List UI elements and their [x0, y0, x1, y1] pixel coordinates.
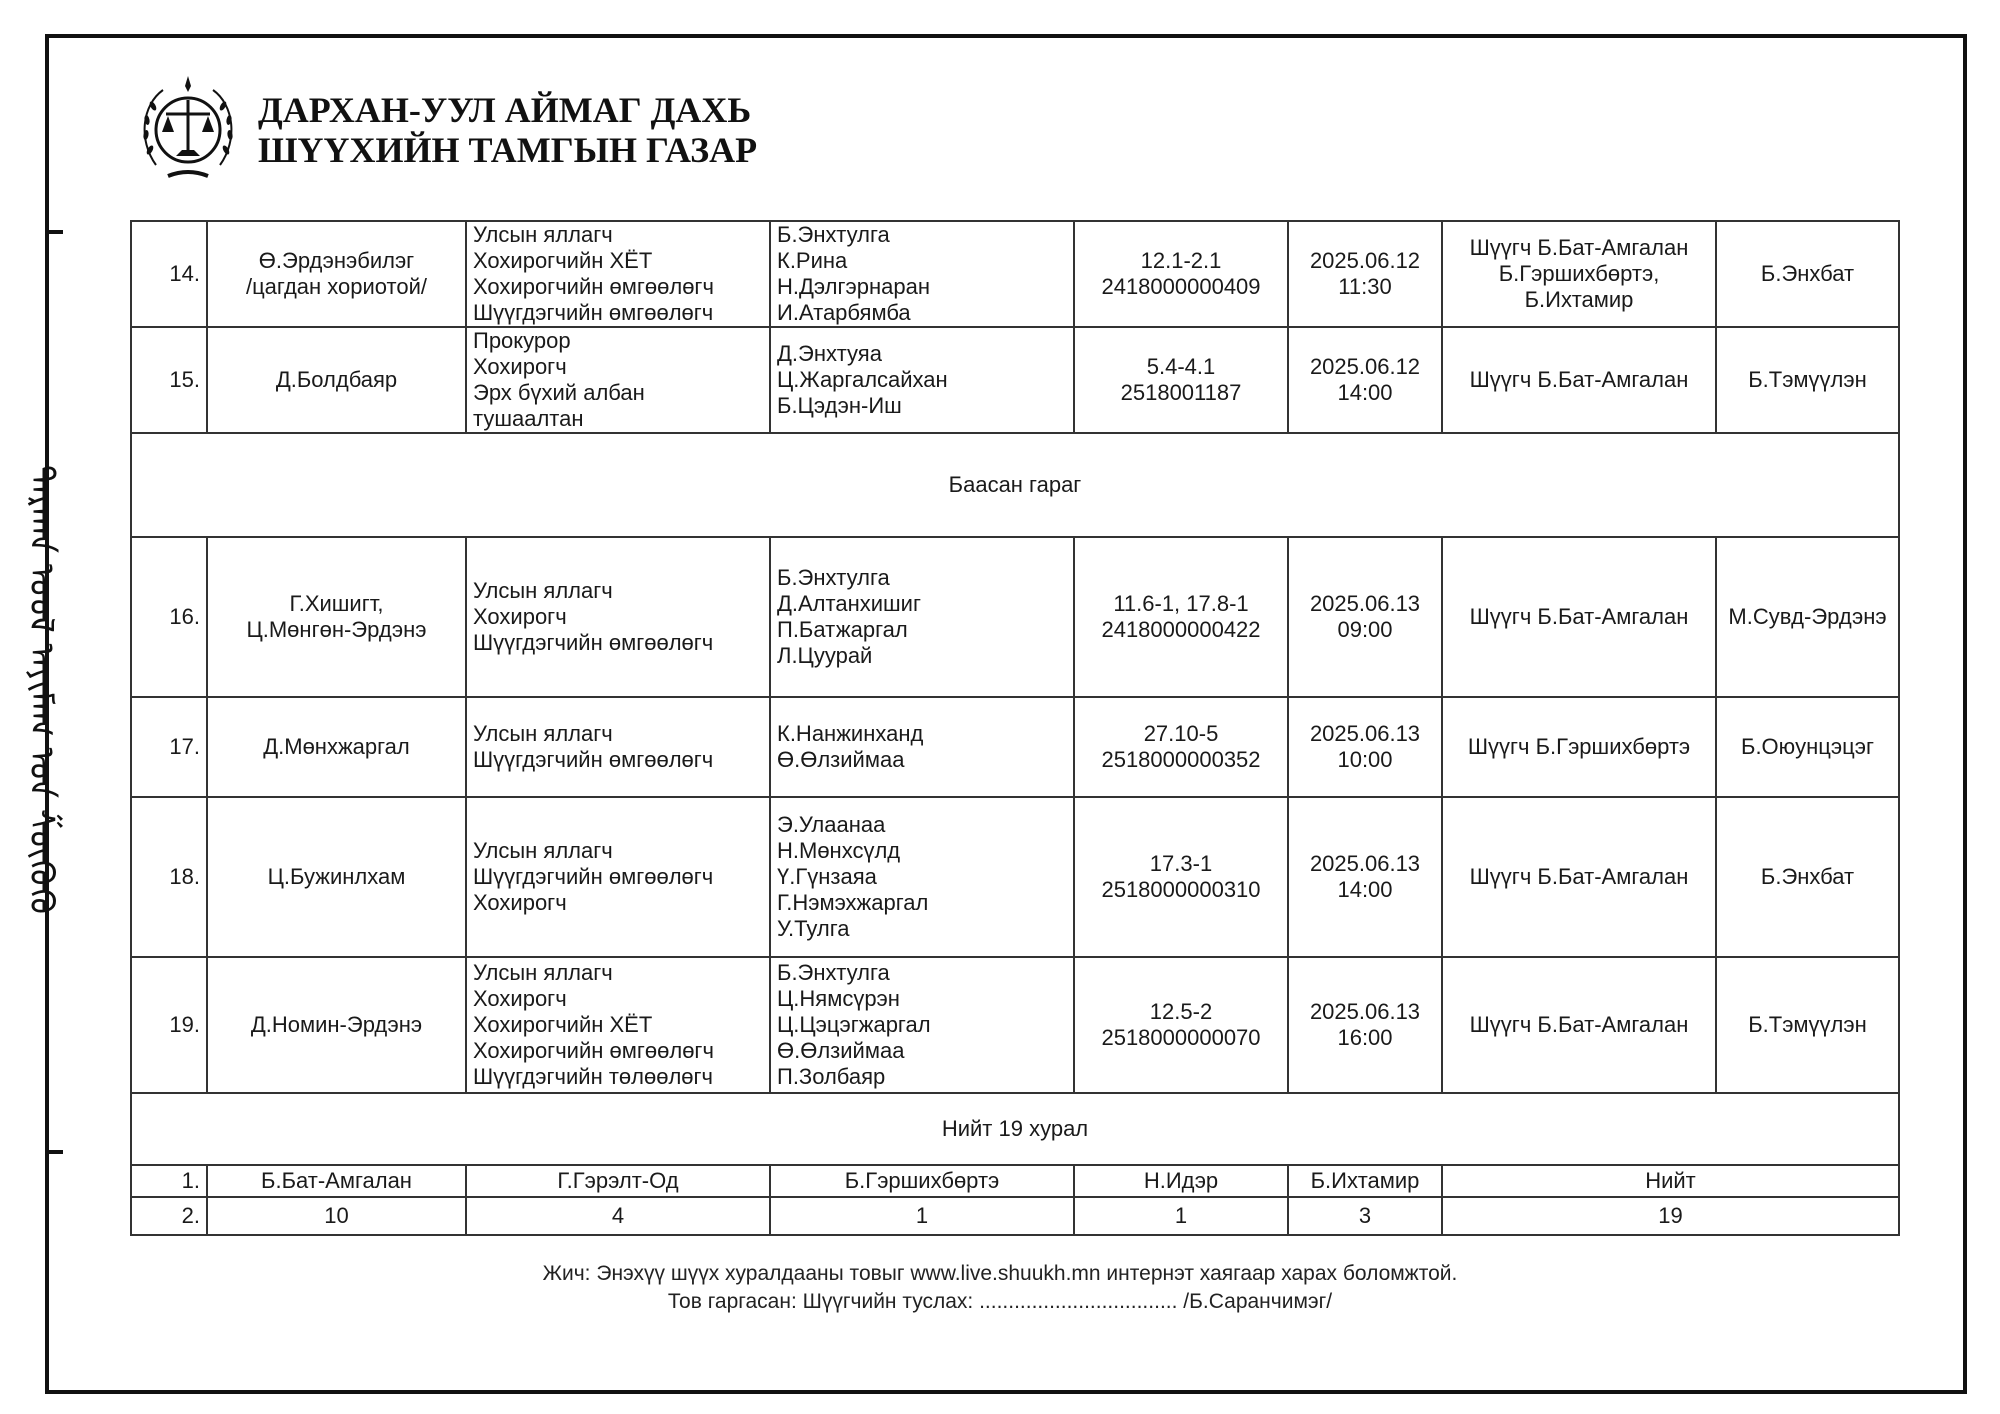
case-code-line: 5.4-4.1	[1146, 354, 1216, 379]
total-label: Нийт 19 хурал	[131, 1093, 1899, 1165]
role-line: Прокурор	[473, 328, 571, 353]
issued-name: /Б.Саранчимэг/	[1183, 1290, 1333, 1313]
summary-cell: Б.Гэршихбөртэ	[770, 1165, 1074, 1197]
datetime-line: 14:00	[1337, 877, 1393, 902]
org-name-line1: ДАРХАН-УУЛ АЙМАГ ДАХЬ	[258, 90, 752, 130]
datetime-line: 14:00	[1337, 380, 1393, 405]
participant-line: Н.Мөнхсүлд	[777, 838, 901, 863]
schedule-body	[131, 221, 1899, 1235]
role-line: Улсын яллагч	[473, 721, 613, 746]
role-line: Шүүгдэгчийн өмгөөлөгч	[473, 864, 714, 889]
datetime-line: 11:30	[1338, 274, 1392, 299]
case-code-line: 2518000000352	[1101, 747, 1261, 772]
issued-prefix: Тов гаргасан: Шүүгчийн туслах: ..................................	[667, 1290, 1178, 1313]
datetime-cell	[1288, 221, 1442, 327]
summary-cell: 4	[466, 1197, 770, 1235]
participant-line: Л.Цуурай	[777, 643, 873, 668]
case-number: 14.	[131, 221, 207, 327]
table-row	[131, 327, 1899, 433]
datetime-line: 10:00	[1337, 747, 1393, 772]
case-code-line: 17.3-1	[1149, 851, 1213, 876]
datetime-line: 2025.06.12	[1309, 354, 1421, 379]
participant-line: Н.Дэлгэрнаран	[777, 274, 930, 299]
defendant-cell	[207, 221, 466, 327]
participant-line: Ү.Гүнзаяа	[777, 864, 877, 889]
summary-cell: Нийт	[1442, 1165, 1899, 1197]
judge-line: Шүүгч Б.Бат-Амгалан	[1469, 864, 1689, 889]
defendant-cell	[207, 797, 466, 957]
role-line: Улсын яллагч	[473, 222, 613, 247]
footer-issued	[0, 1290, 2000, 1314]
defendant-line: Д.Мөнхжаргал	[263, 734, 410, 759]
case-code-line: 2518000000070	[1101, 1025, 1261, 1050]
summary-cell: 2.	[131, 1197, 207, 1235]
participants-cell	[770, 957, 1074, 1093]
summary-cell: Г.Гэрэлт-Од	[466, 1165, 770, 1197]
datetime-line: 2025.06.13	[1309, 591, 1421, 616]
day-separator-row	[131, 433, 1899, 537]
participants-cell	[770, 327, 1074, 433]
role-line: Хохирогчийн өмгөөлөгч	[473, 274, 714, 299]
participant-line: П.Золбаяр	[777, 1064, 886, 1089]
role-line: Хохирогчийн өмгөөлөгч	[473, 1038, 714, 1063]
participants-cell	[770, 797, 1074, 957]
header	[138, 70, 757, 190]
datetime-line: 09:00	[1337, 617, 1393, 642]
table-row	[131, 957, 1899, 1093]
participant-line: Ц.Цэцэгжаргал	[777, 1012, 931, 1037]
judges-cell	[1442, 957, 1716, 1093]
participant-line: Г.Нэмэхжаргал	[777, 890, 929, 915]
participant-line: Д.Энхтуяа	[777, 341, 882, 366]
secretary-cell: Б.Тэмүүлэн	[1716, 957, 1899, 1093]
summary-row1	[131, 1165, 1899, 1197]
role-line: Хохирогч	[473, 890, 567, 915]
roles-cell	[466, 327, 770, 433]
participant-line: Э.Улаанаа	[777, 812, 886, 837]
datetime-line: 2025.06.13	[1309, 851, 1421, 876]
participant-line: Б.Энхтулга	[777, 960, 890, 985]
case-code-line: 2518000000310	[1101, 877, 1261, 902]
mongolian-script-text: ᠳᠠᠷᠬᠠᠨ ᠤᠤᠯ ᠠᠶᠢᠮᠠᠭ ᠤᠨ ᠱᠦᠭᠦᠬᠦ	[21, 465, 61, 915]
role-line: Шүүгдэгчийн төлөөлөгч	[473, 1064, 714, 1089]
total-row	[131, 1093, 1899, 1165]
case-code-cell	[1074, 797, 1288, 957]
defendant-line: Ц.Бужинлхам	[267, 864, 406, 889]
summary-cell: Н.Идэр	[1074, 1165, 1288, 1197]
summary-cell: 3	[1288, 1197, 1442, 1235]
secretary-cell: Б.Энхбат	[1716, 797, 1899, 957]
defendant-line: Ө.Эрдэнэбилэг	[258, 248, 415, 273]
case-code-cell	[1074, 221, 1288, 327]
participant-line: Б.Энхтулга	[777, 222, 890, 247]
case-code-cell	[1074, 957, 1288, 1093]
datetime-cell	[1288, 957, 1442, 1093]
participant-line: Ц.Жаргалсайхан	[777, 367, 948, 392]
hearing-schedule-table	[130, 220, 1900, 1236]
case-code-line: 12.1-2.1	[1140, 248, 1222, 273]
court-emblem-icon	[138, 70, 238, 190]
table-row	[131, 537, 1899, 697]
participant-line: П.Батжаргал	[777, 617, 908, 642]
roles-cell	[466, 697, 770, 797]
judges-cell	[1442, 221, 1716, 327]
day-label: Баасан гараг	[131, 433, 1899, 537]
participants-cell	[770, 537, 1074, 697]
defendant-cell	[207, 327, 466, 433]
judge-line: Б.Ихтамир	[1524, 287, 1634, 312]
mongolian-script-strip	[6, 225, 76, 1155]
summary-cell: 19	[1442, 1197, 1899, 1235]
judges-cell	[1442, 697, 1716, 797]
case-code-line: 12.5-2	[1149, 999, 1213, 1024]
case-number: 18.	[131, 797, 207, 957]
role-line: Шүүгдэгчийн өмгөөлөгч	[473, 300, 714, 325]
case-code-cell	[1074, 327, 1288, 433]
role-line: Шүүгдэгчийн өмгөөлөгч	[473, 747, 714, 772]
role-line: Улсын яллагч	[473, 960, 613, 985]
participant-line: Ө.Өлзиймаа	[777, 1038, 905, 1063]
judge-line: Б.Гэршихбөртэ,	[1498, 261, 1660, 286]
participant-line: Ц.Нямсүрэн	[777, 986, 900, 1011]
judge-line: Шүүгч Б.Бат-Амгалан	[1469, 1012, 1689, 1037]
datetime-cell	[1288, 797, 1442, 957]
participant-line: К.Рина	[777, 248, 848, 273]
participant-line: И.Атарбямба	[777, 300, 911, 325]
defendant-line: Д.Номин-Эрдэнэ	[250, 1012, 423, 1037]
case-number: 15.	[131, 327, 207, 433]
roles-cell	[466, 221, 770, 327]
judge-line: Шүүгч Б.Гэршихбөртэ	[1467, 734, 1691, 759]
datetime-cell	[1288, 537, 1442, 697]
participant-line: Д.Алтанхишиг	[777, 591, 921, 616]
defendant-line: Д.Болдбаяр	[275, 367, 398, 392]
datetime-line: 2025.06.12	[1309, 248, 1421, 273]
case-number: 19.	[131, 957, 207, 1093]
defendant-cell	[207, 537, 466, 697]
role-line: Хохирогчийн ХЁТ	[473, 1012, 653, 1037]
case-code-line: 27.10-5	[1143, 721, 1219, 746]
secretary-cell: Б.Оюунцэцэг	[1716, 697, 1899, 797]
defendant-cell	[207, 957, 466, 1093]
role-line: Шүүгдэгчийн өмгөөлөгч	[473, 630, 714, 655]
judge-line: Шүүгч Б.Бат-Амгалан	[1469, 367, 1689, 392]
participant-line: Ө.Өлзиймаа	[777, 747, 905, 772]
judge-line: Шүүгч Б.Бат-Амгалан	[1469, 604, 1689, 629]
case-number: 17.	[131, 697, 207, 797]
organization-name	[258, 90, 757, 170]
roles-cell	[466, 957, 770, 1093]
table-row	[131, 697, 1899, 797]
defendant-line: /цагдан хориотой/	[245, 274, 428, 299]
participant-line: К.Нанжинханд	[777, 721, 924, 746]
datetime-line: 16:00	[1337, 1025, 1393, 1050]
secretary-cell: М.Сувд-Эрдэнэ	[1716, 537, 1899, 697]
case-code-line: 2418000000422	[1101, 617, 1261, 642]
table-row	[131, 797, 1899, 957]
participant-line: Б.Энхтулга	[777, 565, 890, 590]
participants-cell	[770, 221, 1074, 327]
participant-line: Б.Цэдэн-Иш	[777, 393, 902, 418]
defendant-line: Г.Хишигт,	[289, 591, 384, 616]
case-number: 16.	[131, 537, 207, 697]
participant-line: У.Тулга	[777, 916, 850, 941]
defendant-line: Ц.Мөнгөн-Эрдэнэ	[246, 617, 427, 642]
datetime-cell	[1288, 327, 1442, 433]
role-line: Хохирогчийн ХЁТ	[473, 248, 653, 273]
datetime-line: 2025.06.13	[1309, 999, 1421, 1024]
footer-note: Жич: Энэхүү шүүх хуралдааны товыг www.live.shuukh.mn интернэт хаягаар харах боломжтой.	[542, 1262, 1458, 1285]
judges-cell	[1442, 797, 1716, 957]
summary-cell: 1	[1074, 1197, 1288, 1235]
secretary-cell: Б.Тэмүүлэн	[1716, 327, 1899, 433]
case-code-line: 2418000000409	[1101, 274, 1261, 299]
judge-line: Шүүгч Б.Бат-Амгалан	[1469, 235, 1689, 260]
role-line: тушаалтан	[473, 406, 584, 431]
summary-cell: Б.Ихтамир	[1288, 1165, 1442, 1197]
defendant-cell	[207, 697, 466, 797]
summary-cell: 1	[770, 1197, 1074, 1235]
table-row	[131, 221, 1899, 327]
datetime-cell	[1288, 697, 1442, 797]
case-code-cell	[1074, 537, 1288, 697]
secretary-cell: Б.Энхбат	[1716, 221, 1899, 327]
case-code-cell	[1074, 697, 1288, 797]
summary-cell: Б.Бат-Амгалан	[207, 1165, 466, 1197]
role-line: Улсын яллагч	[473, 578, 613, 603]
role-line: Хохирогч	[473, 354, 567, 379]
participants-cell	[770, 697, 1074, 797]
case-code-line: 11.6-1, 17.8-1	[1113, 591, 1249, 616]
org-name-line2: ШҮҮХИЙН ТАМГЫН ГАЗАР	[258, 130, 758, 170]
roles-cell	[466, 537, 770, 697]
roles-cell	[466, 797, 770, 957]
summary-cell: 1.	[131, 1165, 207, 1197]
judges-cell	[1442, 537, 1716, 697]
datetime-line: 2025.06.13	[1309, 721, 1421, 746]
role-line: Улсын яллагч	[473, 838, 613, 863]
role-line: Хохирогч	[473, 986, 567, 1011]
case-code-line: 2518001187	[1120, 380, 1242, 405]
summary-row2	[131, 1197, 1899, 1235]
judges-cell	[1442, 327, 1716, 433]
summary-cell: 10	[207, 1197, 466, 1235]
role-line: Хохирогч	[473, 604, 567, 629]
role-line: Эрх бүхий албан	[473, 380, 645, 405]
